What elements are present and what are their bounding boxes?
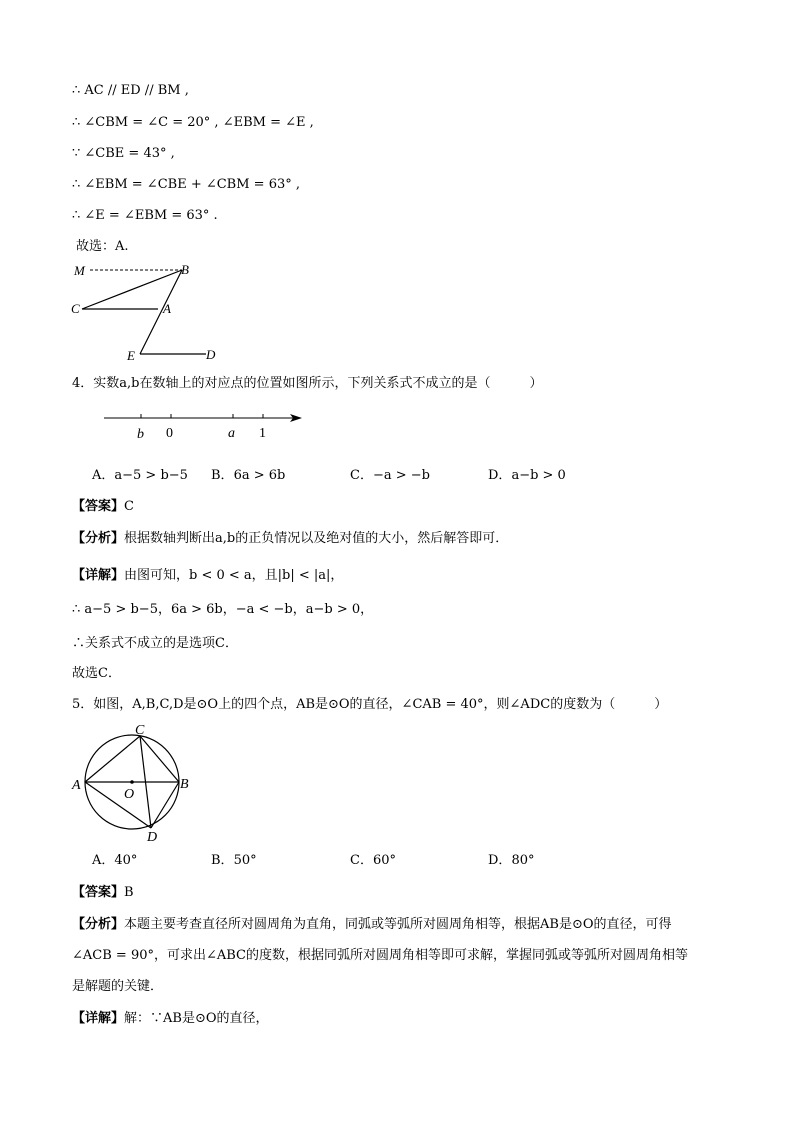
q4-detail-2: ∴ a−5 > b−5，6a > 6b，−a < −b，a−b > 0，	[72, 602, 374, 617]
label-E: E	[127, 348, 135, 363]
circle-label-A: A	[72, 778, 81, 793]
q5-answer: 【答案】B	[72, 885, 134, 900]
solution-line-3: ∵ ∠CBE = 43° ,	[72, 146, 175, 161]
q4-option-b: B．6a > 6b	[211, 468, 286, 483]
solution-choice: 故选：A.	[76, 239, 129, 254]
solution-line-5: ∴ ∠E = ∠EBM = 63° .	[72, 208, 218, 223]
number-line-figure	[100, 407, 310, 443]
label-A: A	[163, 301, 171, 316]
q4-stem: 4．实数a,b在数轴上的对应点的位置如图所示，下列关系式不成立的是（ ）	[72, 376, 543, 391]
q5-option-b: B．50°	[211, 853, 257, 868]
q5-detail: 【详解】解：∵AB是⊙O的直径，	[72, 1011, 269, 1026]
q5-stem: 5．如图，A,B,C,D是⊙O上的四个点，AB是⊙O的直径，∠CAB = 40°，则∠ADC的度数为（ ）	[72, 697, 668, 712]
q4-detail-3: ∴关系式不成立的是选项C．	[72, 636, 238, 651]
numberline-label-a: a	[228, 426, 235, 441]
parallel-lines-figure	[60, 258, 230, 368]
q4-detail-4: 故选C．	[72, 666, 121, 681]
label-D: D	[206, 347, 216, 362]
solution-line-4: ∴ ∠EBM = ∠CBE + ∠CBM = 63° ,	[72, 177, 301, 192]
solution-line-1: ∴ AC // ED // BM ,	[72, 83, 189, 98]
numberline-label-0: 0	[166, 426, 173, 441]
circle-figure	[68, 720, 198, 846]
circle-label-C: C	[135, 723, 145, 738]
solution-line-2: ∴ ∠CBM = ∠C = 20° , ∠EBM = ∠E ,	[72, 115, 314, 130]
circle-label-D: D	[147, 830, 158, 845]
q4-analysis: 【分析】根据数轴判断出a,b的正负情况以及绝对值的大小，然后解答即可．	[72, 531, 509, 546]
q4-detail-1: 【详解】由图可知，b < 0 < a，且|b| < |a|，	[72, 568, 344, 583]
q4-option-d: D．a−b > 0	[488, 468, 566, 483]
circle-label-B: B	[180, 777, 189, 792]
q4-answer: 【答案】C	[72, 499, 134, 514]
label-M: M	[74, 263, 85, 278]
q5-option-a: A．40°	[92, 853, 138, 868]
circle-label-O: O	[124, 787, 135, 802]
q4-option-a: A．a−5 > b−5	[92, 468, 188, 483]
q5-option-d: D．80°	[488, 853, 535, 868]
q5-analysis-1: 【分析】本题主要考查直径所对圆周角为直角，同弧或等弧所对圆周角相等，根据AB是⊙O的直径，可得	[72, 917, 672, 932]
q5-option-c: C．60°	[350, 853, 396, 868]
label-C: C	[71, 301, 80, 316]
q4-option-c: C．−a > −b	[350, 468, 430, 483]
q5-analysis-2: ∠ACB = 90°，可求出∠ABC的度数，根据同弧所对圆周角相等即可求解，掌握同弧或等弧所对圆周角相等	[72, 948, 689, 963]
label-B: B	[181, 262, 189, 277]
numberline-label-1: 1	[259, 426, 266, 441]
q5-analysis-3: 是解题的关键．	[72, 979, 164, 994]
numberline-label-b: b	[137, 427, 144, 442]
